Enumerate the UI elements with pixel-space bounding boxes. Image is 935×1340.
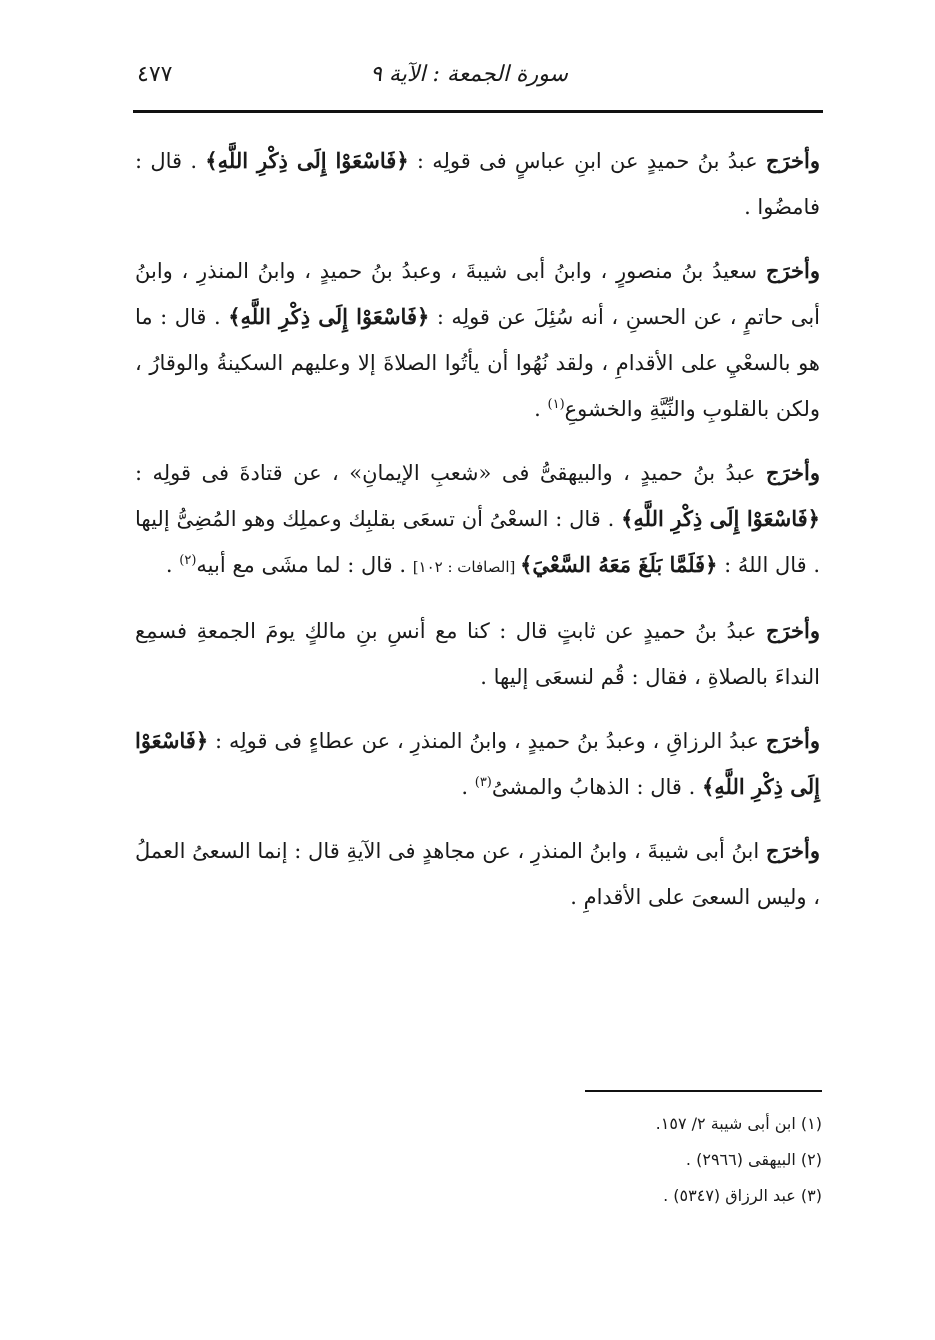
text-segment: ابنُ أبى شيبةَ ، وابنُ المنذرِ ، عن مجاهدٍ فى الآيةِ قال : إنما السعىُ العملُ ، وليس السعىَ على الأقدامِ . bbox=[135, 839, 820, 909]
paragraph-lead-word: وأخرَج bbox=[765, 618, 820, 643]
text-segment: . قال : فامضُوا . bbox=[135, 149, 820, 219]
footnote-rule bbox=[585, 1090, 822, 1092]
running-head-title: سورة الجمعة : الآية ٩ bbox=[370, 62, 568, 87]
footnote-marker: (١) bbox=[547, 397, 565, 412]
text-segment: . قال : ما هو بالسعْيِ على الأقدامِ ، ولقد نُهُوا أن يأتُوا الصلاةَ إلا وعليهم السكينةُ والوقارُ ، ولكن بالقلوبِ والنِّيَّةِ والخشوعِ bbox=[135, 305, 820, 421]
text-segment: . قال : السعْىُ أن تسعَى بقلبِك وعملِك وهو المُضِىُّ إليها . قال اللهُ : bbox=[135, 507, 820, 577]
text-segment: . bbox=[461, 775, 475, 799]
main-text bbox=[135, 138, 820, 938]
footnote: (٢) البيهقى (٢٩٦٦) . bbox=[685, 1150, 822, 1169]
quran-verse: ﴿فَاسْعَوْا إِلَى ذِكْرِ اللَّهِ﴾ bbox=[205, 148, 409, 173]
paragraph-lead-word: وأخرَج bbox=[765, 728, 820, 753]
footnote: (٣) عبد الرزاق (٥٣٤٧) . bbox=[663, 1186, 822, 1205]
page-header bbox=[133, 58, 823, 106]
paragraph bbox=[135, 718, 820, 810]
footnote-marker: (٣) bbox=[474, 775, 492, 790]
paragraph-lead-word: وأخرَج bbox=[765, 148, 820, 173]
text-segment: عبدُ الرزاقِ ، وعبدُ بنُ حميدٍ ، وابنُ المنذرِ ، عن عطاءٍ فى قولِه : bbox=[208, 729, 766, 753]
text-segment: عبدُ بنُ حميدٍ عن ثابتٍ قال : كنا مع أنسِ بنِ مالكٍ يومَ الجمعةِ فسمِع النداءَ بالصلاةِ ، فقال : قُم لنسعَى إليها . bbox=[135, 619, 820, 689]
text-segment: سعيدُ بنُ منصورٍ ، وابنُ أبى شيبةَ ، وعبدُ بنُ حميدٍ ، وابنُ المنذرِ ، وابنُ أبى حاتمٍ ، عن الحسنِ ، أنه سُئِلَ عن قولِه : bbox=[135, 259, 820, 329]
text-segment: . bbox=[165, 553, 180, 577]
text-segment: . bbox=[534, 397, 548, 421]
quran-verse: ﴿فَاسْعَوْا إِلَى ذِكْرِ اللَّهِ﴾ bbox=[135, 728, 820, 799]
header-rule bbox=[133, 110, 823, 113]
paragraph bbox=[135, 450, 820, 590]
text-segment: . قال : الذهابُ والمشىُ bbox=[491, 775, 702, 799]
paragraph bbox=[135, 138, 820, 230]
paragraph bbox=[135, 248, 820, 432]
paragraph-lead-word: وأخرَج bbox=[765, 258, 820, 283]
quran-verse: ﴿فَلَمَّا بَلَغَ مَعَهُ السَّعْيَ﴾ bbox=[520, 552, 718, 577]
footnote-marker: (٢) bbox=[179, 553, 197, 568]
text-segment: عبدُ بنُ حميدٍ ، والبيهقىُّ فى «شعبِ الإيمانِ» ، عن قتادةَ فى قولِه : bbox=[135, 461, 766, 485]
quran-verse: ﴿فَاسْعَوْا إِلَى ذِكْرِ اللَّهِ﴾ bbox=[228, 304, 430, 329]
page-number: ٤٧٧ bbox=[137, 62, 173, 87]
footnote: (١) ابن أبى شيبة ٢/ ١٥٧. bbox=[655, 1114, 822, 1133]
quran-verse: ﴿فَاسْعَوْا إِلَى ذِكْرِ اللَّهِ﴾ bbox=[621, 506, 820, 531]
paragraph bbox=[135, 608, 820, 700]
paragraph bbox=[135, 828, 820, 920]
verse-reference: [الصافات : ١٠٢] bbox=[412, 558, 521, 576]
text-segment: . قال : لما مشَى مع أبيه bbox=[196, 553, 413, 577]
footnotes bbox=[422, 1106, 822, 1214]
paragraph-lead-word: وأخرَج bbox=[765, 838, 820, 863]
text-segment: عبدُ بنُ حميدٍ عن ابنِ عباسٍ فى قولِه : bbox=[408, 149, 766, 173]
paragraph-lead-word: وأخرَج bbox=[765, 460, 820, 485]
